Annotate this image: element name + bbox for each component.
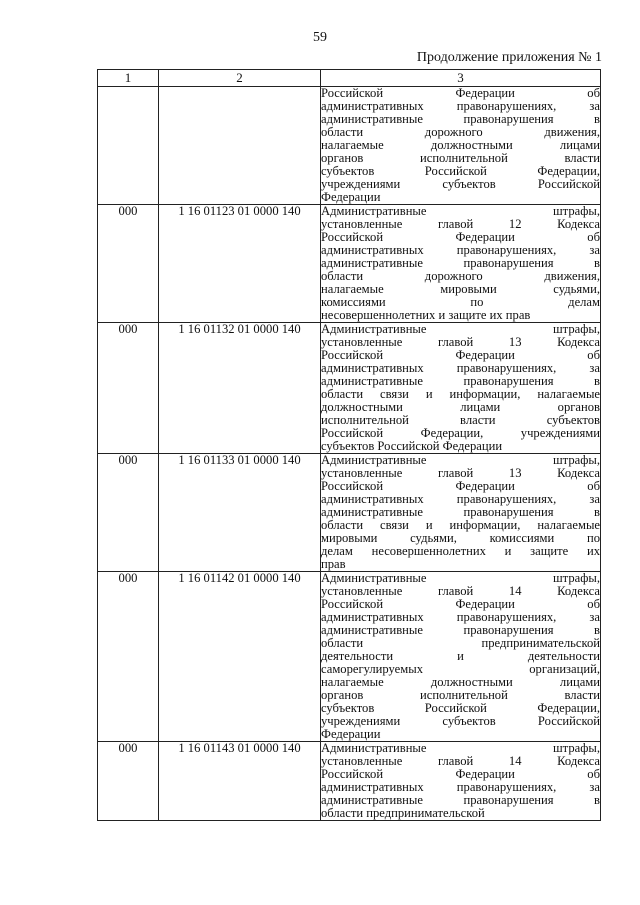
- income-code-cell: [159, 87, 321, 205]
- description-line: установленные главой 14 Кодекса: [321, 585, 600, 598]
- description-line: административные правонарушения в: [321, 257, 600, 270]
- admin-code-cell: 000: [98, 572, 159, 742]
- description-line: субъектов Российской Федерации,: [321, 165, 600, 178]
- description-line: органов исполнительной власти: [321, 152, 600, 165]
- description-line: области предпринимательской: [321, 807, 485, 820]
- table-row: [98, 572, 601, 742]
- description-line: административные правонарушения в: [321, 375, 600, 388]
- income-code-cell: 1 16 01132 01 0000 140: [159, 323, 321, 454]
- description-line: Федерации: [321, 191, 381, 204]
- admin-code-cell: 000: [98, 205, 159, 323]
- description-line: Административные штрафы,: [321, 572, 600, 585]
- table-row: [98, 205, 601, 323]
- description-cell: [321, 87, 601, 205]
- description-line: административных правонарушениях, за: [321, 493, 600, 506]
- table-row: [98, 323, 601, 454]
- description-line: должностными лицами органов: [321, 401, 600, 414]
- description-line: комиссиями по делам: [321, 296, 600, 309]
- admin-code-cell: 000: [98, 742, 159, 821]
- description-line: административных правонарушениях, за: [321, 611, 600, 624]
- description-line: области предпринимательской: [321, 637, 600, 650]
- description-line: Российской Федерации об: [321, 87, 600, 100]
- description-line: Российской Федерации об: [321, 598, 600, 611]
- description-line: Административные штрафы,: [321, 742, 600, 755]
- description-line: мировыми судьями, комиссиями по: [321, 532, 600, 545]
- description-line: установленные главой 13 Кодекса: [321, 336, 600, 349]
- description-cell: [321, 454, 601, 572]
- description-line: области дорожного движения,: [321, 126, 600, 139]
- description-line: субъектов Российской Федерации: [321, 440, 503, 453]
- description-line: учреждениями субъектов Российской: [321, 178, 600, 191]
- description-line: Российской Федерации об: [321, 480, 600, 493]
- description-line: Административные штрафы,: [321, 454, 600, 467]
- description-line: административные правонарушения в: [321, 794, 600, 807]
- description-line: административных правонарушениях, за: [321, 781, 600, 794]
- description-line: административные правонарушения в: [321, 506, 600, 519]
- description-line: установленные главой 14 Кодекса: [321, 755, 600, 768]
- description-line: области связи и информации, налагаемые: [321, 388, 600, 401]
- description-line: налагаемые должностными лицами: [321, 139, 600, 152]
- description-line: административных правонарушениях, за: [321, 100, 600, 113]
- description-line: административные правонарушения в: [321, 624, 600, 637]
- description-line: Российской Федерации об: [321, 768, 600, 781]
- page-number: 59: [313, 30, 327, 45]
- description-line: прав: [321, 558, 346, 571]
- description-line: области связи и информации, налагаемые: [321, 519, 600, 532]
- admin-code-cell: 000: [98, 454, 159, 572]
- description-line: налагаемые должностными лицами: [321, 676, 600, 689]
- description-line: несовершеннолетних и защите их прав: [321, 309, 531, 322]
- description-cell: [321, 742, 601, 821]
- description-line: органов исполнительной власти: [321, 689, 600, 702]
- admin-code-cell: 000: [98, 323, 159, 454]
- description-cell: [321, 572, 601, 742]
- description-line: деятельности и деятельности: [321, 650, 600, 663]
- admin-code-cell: [98, 87, 159, 205]
- table-row: [98, 87, 601, 205]
- description-line: Российской Федерации об: [321, 231, 600, 244]
- description-line: административных правонарушениях, за: [321, 362, 600, 375]
- description-line: установленные главой 12 Кодекса: [321, 218, 600, 231]
- header-col-1: 1: [98, 70, 159, 87]
- description-line: Российской Федерации об: [321, 349, 600, 362]
- table-row: [98, 454, 601, 572]
- description-line: исполнительной власти субъектов: [321, 414, 600, 427]
- description-line: административные правонарушения в: [321, 113, 600, 126]
- description-line: установленные главой 13 Кодекса: [321, 467, 600, 480]
- continuation-label: Продолжение приложения № 1: [416, 50, 602, 65]
- description-line: саморегулируемых организаций,: [321, 663, 600, 676]
- table-header-row: [98, 70, 601, 87]
- description-line: налагаемые мировыми судьями,: [321, 283, 600, 296]
- income-code-cell: 1 16 01123 01 0000 140: [159, 205, 321, 323]
- description-line: Федерации: [321, 728, 381, 741]
- description-line: учреждениями субъектов Российской: [321, 715, 600, 728]
- description-line: субъектов Российской Федерации,: [321, 702, 600, 715]
- header-col-2: 2: [159, 70, 321, 87]
- income-code-cell: 1 16 01133 01 0000 140: [159, 454, 321, 572]
- description-line: области дорожного движения,: [321, 270, 600, 283]
- description-cell: [321, 205, 601, 323]
- table-row: [98, 742, 601, 821]
- description-line: Административные штрафы,: [321, 323, 600, 336]
- header-col-3: 3: [321, 70, 601, 87]
- codes-table: [97, 69, 601, 821]
- description-cell: [321, 323, 601, 454]
- income-code-cell: 1 16 01143 01 0000 140: [159, 742, 321, 821]
- description-line: делам несовершеннолетних и защите их: [321, 545, 600, 558]
- description-line: Российской Федерации, учреждениями: [321, 427, 600, 440]
- description-line: Административные штрафы,: [321, 205, 600, 218]
- description-line: административных правонарушениях, за: [321, 244, 600, 257]
- income-code-cell: 1 16 01142 01 0000 140: [159, 572, 321, 742]
